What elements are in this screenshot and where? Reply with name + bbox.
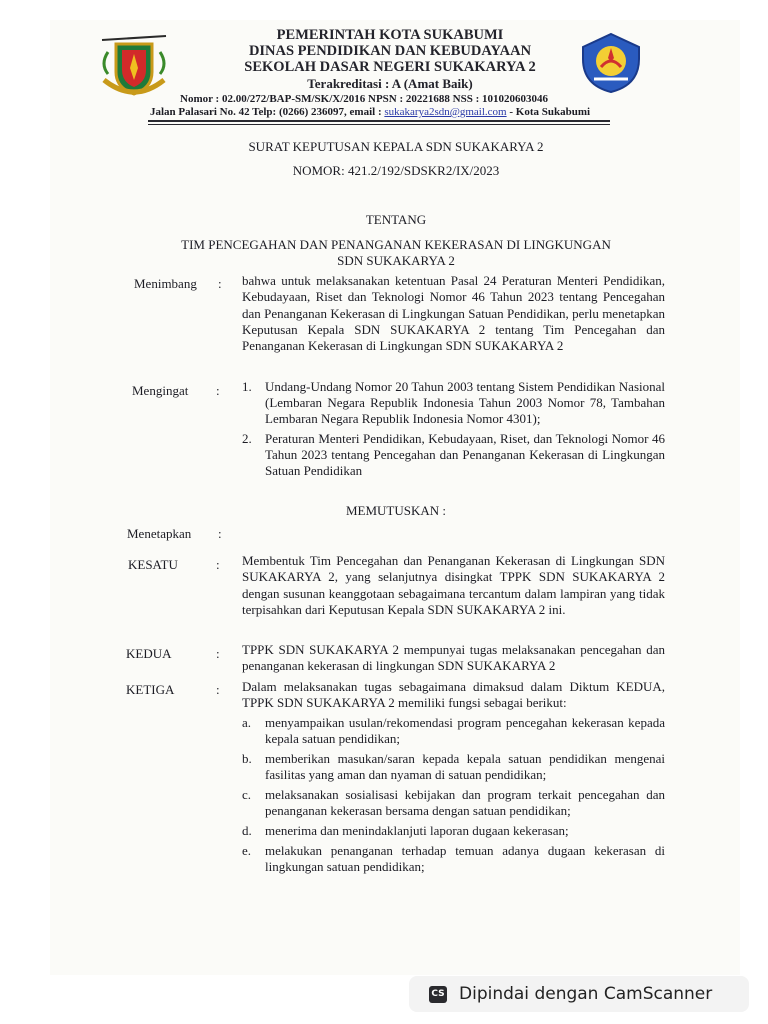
list-marker: d. — [242, 823, 252, 838]
list-item — [242, 787, 665, 819]
list-item-text: melakukan penanganan terhadap temuan adanya dugaan kekerasan di lingkungan satuan pendidikan; — [265, 843, 665, 874]
list-item — [242, 379, 665, 427]
ketiga-label: KETIGA — [126, 682, 175, 697]
letterhead-school-name: SEKOLAH DASAR NEGERI SUKAKARYA 2 — [244, 59, 536, 75]
kesatu-text: Membentuk Tim Pencegahan dan Penanganan Kekerasan di Lingkungan SDN SUKAKARYA 2, yang selanjutnya disingkat TPPK SDN SUKAKARYA 2 dengan susunan keanggotaan sebagaimana tercantum dalam lampiran yang tidak terpisahkan dari Keputusan Kepala SDN SUKAKARYA 2 ini. — [242, 553, 665, 617]
decree-title: SURAT KEPUTUSAN KEPALA SDN SUKAKARYA 2 — [248, 139, 544, 154]
letterhead-divider-thick — [148, 120, 610, 122]
menetapkan-colon: : — [218, 526, 222, 541]
list-item-text: Peraturan Menteri Pendidikan, Kebudayaan, Riset, dan Teknologi Nomor 46 Tahun 2023 tentang Pencegahan dan Penanganan Kekerasan di Lingkungan Satuan Pendidikan — [265, 431, 665, 478]
list-item-text: menyampaikan usulan/rekomendasi program pencegahan kekerasan kepada kepala satuan pendidikan; — [265, 715, 665, 746]
menimbang-colon: : — [218, 276, 222, 291]
camscanner-text: Dipindai dengan CamScanner — [459, 984, 713, 1004]
mengingat-list — [242, 379, 665, 483]
kedua-text: TPPK SDN SUKAKARYA 2 mempunyai tugas melaksanakan pencegahan dan penanganan kekerasan di lingkungan SDN SUKAKARYA 2 — [242, 642, 665, 674]
letterhead-divider-thin — [148, 124, 610, 125]
kesatu-label: KESATU — [128, 557, 178, 572]
ketiga-function-list — [242, 715, 665, 879]
list-marker: e. — [242, 843, 252, 858]
letterhead-address — [150, 106, 590, 118]
list-marker: c. — [242, 787, 252, 802]
kedua-colon: : — [216, 646, 220, 661]
email-link[interactable]: sukakarya2sdn@gmail.com — [384, 106, 507, 118]
letterhead-government: PEMERINTAH KOTA SUKABUMI — [276, 27, 504, 43]
list-item — [242, 431, 665, 479]
ketiga-intro: Dalam melaksanakan tugas sebagaimana dimaksud dalam Diktum KEDUA, TPPK SDN SUKAKARYA 2 memiliki fungsi sebagai berikut: — [242, 679, 665, 711]
list-marker: 2. — [242, 431, 252, 446]
list-marker: b. — [242, 751, 252, 766]
menetapkan-label: Menetapkan — [127, 526, 192, 541]
letterhead-registration-numbers: Nomor : 02.00/272/BAP-SM/SK/X/2016 NPSN : 20221688 NSS : 101020603046 — [180, 93, 548, 105]
list-item-text: melaksanakan sosialisasi kebijakan dan program terkait pencegahan dan penanganan kekerasan bersama dengan satuan pendidikan; — [265, 787, 665, 818]
address-prefix: Jalan Palasari No. 42 Telp: (0266) 236097, email : — [150, 106, 385, 118]
mengingat-colon: : — [216, 383, 220, 398]
list-item — [242, 843, 665, 875]
list-item — [242, 823, 665, 839]
kedua-label: KEDUA — [126, 646, 172, 661]
memutuskan-heading: MEMUTUSKAN : — [345, 503, 447, 518]
list-item — [242, 751, 665, 783]
menimbang-label: Menimbang — [134, 276, 197, 291]
list-item-text: menerima dan menindaklanjuti laporan dugaan kekerasan; — [265, 823, 569, 838]
ketiga-colon: : — [216, 682, 220, 697]
letterhead-accreditation: Terakreditasi : A (Amat Baik) — [307, 76, 473, 91]
camscanner-icon: CS — [429, 986, 447, 1003]
camscanner-watermark — [409, 976, 749, 1012]
letterhead-department: DINAS PENDIDIKAN DAN KEBUDAYAAN — [248, 43, 532, 59]
menimbang-text: bahwa untuk melaksanakan ketentuan Pasal 24 Peraturan Menteri Pendidikan, Kebudayaan, Riset dan Teknologi Nomor 46 Tahun 2023 tentang Pencegahan dan Penanganan Kekerasan di Lingkungan Satuan Pendidikan, perlu menetapkan Keputusan Kepala SDN SUKAKARYA 2 tentang Tim Pencegahan dan Penanganan Kekerasan di Lingkungan SDN SUKAKARYA 2 — [242, 273, 665, 354]
list-item-text: Undang-Undang Nomor 20 Tahun 2003 tentang Sistem Pendidikan Nasional (Lembaran Negara Republik Indonesia Tahun 2003 Nomor 78, Tambahan Lembaran Negara Republik Indonesia Nomor 4301); — [265, 379, 665, 426]
list-item — [242, 715, 665, 747]
kesatu-colon: : — [216, 557, 220, 572]
list-marker: a. — [242, 715, 252, 730]
list-item-text: memberikan masukan/saran kepada kepala satuan pendidikan mengenai fasilitas yang aman dan nyaman di satuan pendidikan; — [265, 751, 665, 782]
decree-topic-line-2: SDN SUKAKARYA 2 — [337, 253, 455, 268]
about-label: TENTANG — [365, 212, 427, 227]
decree-topic-line-1: TIM PENCEGAHAN DAN PENANGANAN KEKERASAN DI LINGKUNGAN — [181, 237, 611, 252]
address-suffix: - Kota Sukabumi — [506, 106, 591, 118]
list-marker: 1. — [242, 379, 252, 394]
decree-number: NOMOR: 421.2/192/SDSKR2/IX/2023 — [292, 163, 500, 178]
mengingat-label: Mengingat — [132, 383, 189, 398]
